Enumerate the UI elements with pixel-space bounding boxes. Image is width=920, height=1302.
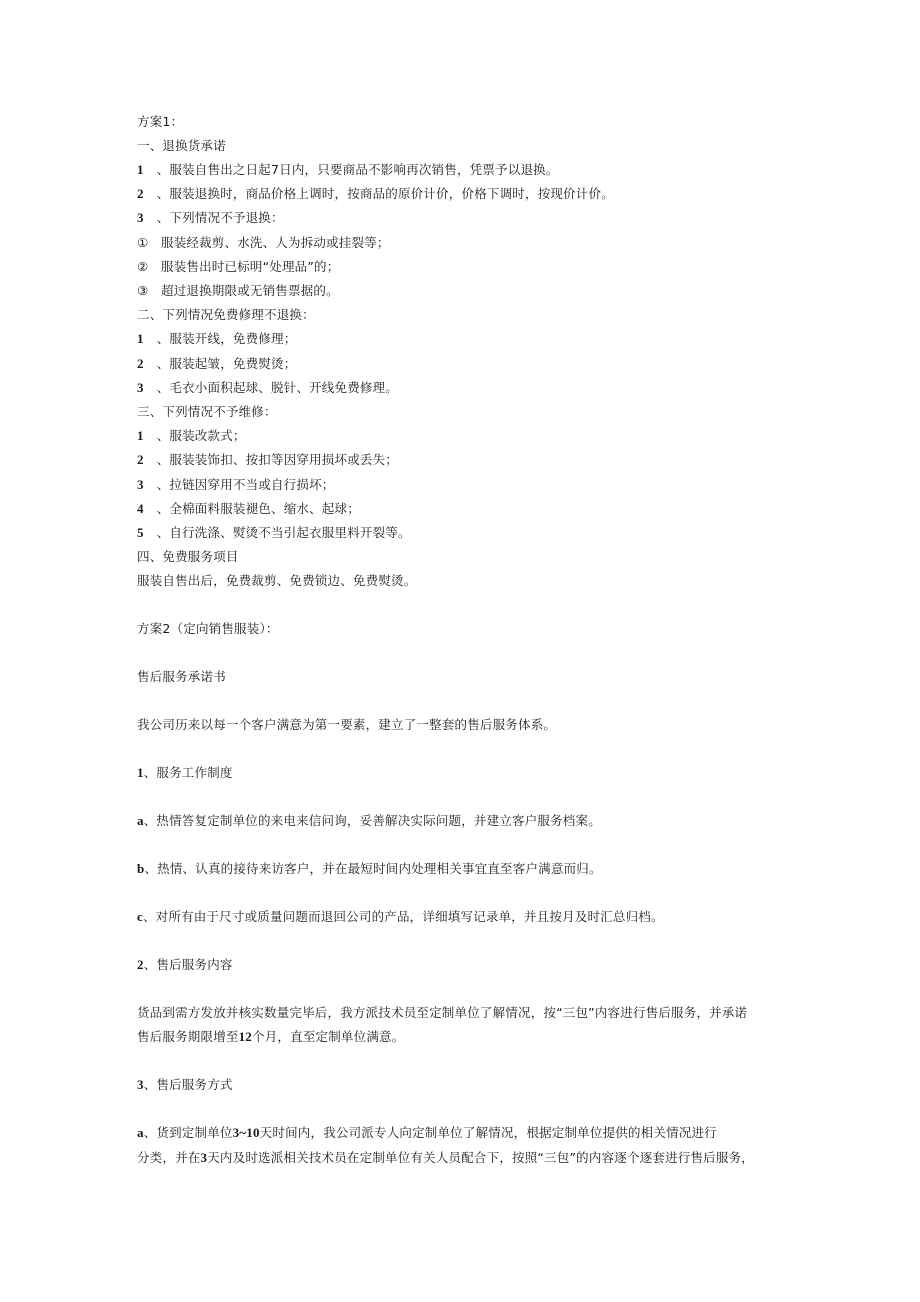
item-number: 1 <box>137 162 144 177</box>
number-run: 3~10 <box>232 1125 260 1140</box>
text-run: 分类，并在 <box>137 1150 201 1165</box>
item-number: 5 <box>137 525 144 540</box>
circled-number: ③ <box>137 283 149 298</box>
item-number: 1 <box>137 331 144 346</box>
item-text: 、热情答复定制单位的来电来信问询，妥善解决实际问题，并建立客户服务档案。 <box>143 813 601 828</box>
item-text: 、服装退换时，商品价格上调时，按商品的原价计价，价格下调时，按现价计价。 <box>156 186 614 201</box>
item-number: 2 <box>137 452 144 467</box>
s1-heading <box>137 765 233 781</box>
list-item <box>137 477 335 493</box>
circled-list-item <box>137 259 339 275</box>
circled-number: ② <box>137 259 149 274</box>
section3-heading: 三、下列情况不予维修： <box>137 404 277 419</box>
item-text: 超过退换期限或无销售票据的。 <box>161 283 339 298</box>
s1-item-b <box>137 861 602 877</box>
s2-paragraph-line1: 货品到需方发放并核实数量完毕后，我方派技术员至定制单位了解情况，按“三包”内容进行售后服务，并承诺 <box>137 1005 748 1020</box>
list-item <box>137 380 398 396</box>
s1-item-c <box>137 909 664 925</box>
text-run: 天时间内，我公司派专人向定制单位了解情况，根据定制单位提供的相关情况进行 <box>259 1125 717 1140</box>
text-run: 个月，直至定制单位满意。 <box>252 1029 405 1044</box>
item-number: 4 <box>137 501 144 516</box>
item-text: 、毛衣小面积起球、脱针、开线免费修理。 <box>156 380 399 395</box>
list-item <box>137 452 398 468</box>
plan1-title: 方案1： <box>137 114 184 129</box>
list-item <box>137 525 411 541</box>
item-text: 、热情、认真的接待来访客户，并在最短时间内处理相关事宜直至客户满意而归。 <box>144 861 602 876</box>
section4-heading: 四、免费服务项目 <box>137 549 239 564</box>
s2-heading <box>137 957 233 973</box>
text-run: 、货到定制单位 <box>143 1125 233 1140</box>
list-item <box>137 162 559 178</box>
s3-item-a-line1 <box>137 1125 717 1141</box>
item-text: 、服装开线，免费修理； <box>156 331 297 346</box>
circled-list-item <box>137 283 339 299</box>
item-number: 3 <box>137 380 144 395</box>
section-number: 2 <box>137 957 144 972</box>
item-number: 2 <box>137 186 144 201</box>
item-text: 、服装起皱，免费熨烫； <box>156 356 297 371</box>
item-number: 3 <box>137 210 144 225</box>
doc-title: 售后服务承诺书 <box>137 669 226 684</box>
s3-item-a-line2 <box>137 1150 754 1166</box>
item-text: 、自行洗涤、熨烫不当引起衣服里料开裂等。 <box>156 525 411 540</box>
circled-number: ① <box>137 235 149 250</box>
number-run: 12 <box>238 1029 253 1044</box>
item-letter: a <box>137 1125 144 1140</box>
s2-paragraph-line2 <box>137 1029 404 1045</box>
item-number: 3 <box>137 477 144 492</box>
item-text: 、对所有由于尺寸或质量问题而退回公司的产品，详细填写记录单，并且按月及时汇总归档。 <box>142 909 664 924</box>
item-text: 、下列情况不予退换： <box>156 210 284 225</box>
section-number: 3 <box>137 1077 144 1092</box>
s3-heading <box>137 1077 233 1093</box>
section-heading-text: 、售后服务方式 <box>143 1077 233 1092</box>
item-letter: c <box>137 909 143 924</box>
item-letter: a <box>137 813 144 828</box>
item-text: 服装售出时已标明“处理品”的； <box>161 259 340 274</box>
item-number: 1 <box>137 428 144 443</box>
text-run: 天内及时选派相关技术员在定制单位有关人员配合下，按照“三包”的内容逐个逐套进行售后服务， <box>207 1150 754 1165</box>
list-item <box>137 501 360 517</box>
plan2-title: 方案2（定向销售服装）： <box>137 621 279 636</box>
item-text: 服装经裁剪、水洗、人为拆动或挂裂等； <box>161 235 390 250</box>
text-run: 售后服务期限增至 <box>137 1029 239 1044</box>
section2-heading: 二、下列情况免费修理不退换： <box>137 307 315 322</box>
item-text: 、全棉面料服装褪色、缩水、起球； <box>156 501 360 516</box>
list-item <box>137 428 246 444</box>
item-text: 、服装改款式； <box>156 428 246 443</box>
section-heading-text: 、服务工作制度 <box>143 765 233 780</box>
item-text: 、拉链因穿用不当或自行损坏； <box>156 477 335 492</box>
item-number: 2 <box>137 356 144 371</box>
list-item <box>137 210 284 226</box>
section4-body: 服装自售出后，免费裁剪、免费锁边、免费熨烫。 <box>137 573 417 588</box>
list-item <box>137 186 614 202</box>
section-heading-text: 、售后服务内容 <box>143 957 233 972</box>
number-run: 3 <box>200 1150 208 1165</box>
item-letter: b <box>137 861 145 876</box>
item-text: 、服装装饰扣、按扣等因穿用损坏或丢失； <box>156 452 399 467</box>
list-item <box>137 331 296 347</box>
section1-heading: 一、退换货承诺 <box>137 138 226 153</box>
section-number: 1 <box>137 765 144 780</box>
item-text: 、服装自售出之日起7日内，只要商品不影响再次销售，凭票予以退换。 <box>156 162 559 177</box>
list-item <box>137 356 296 372</box>
intro-paragraph: 我公司历来以每一个客户满意为第一要素，建立了一整套的售后服务体系。 <box>137 717 557 732</box>
circled-list-item <box>137 235 390 251</box>
s1-item-a <box>137 813 601 829</box>
